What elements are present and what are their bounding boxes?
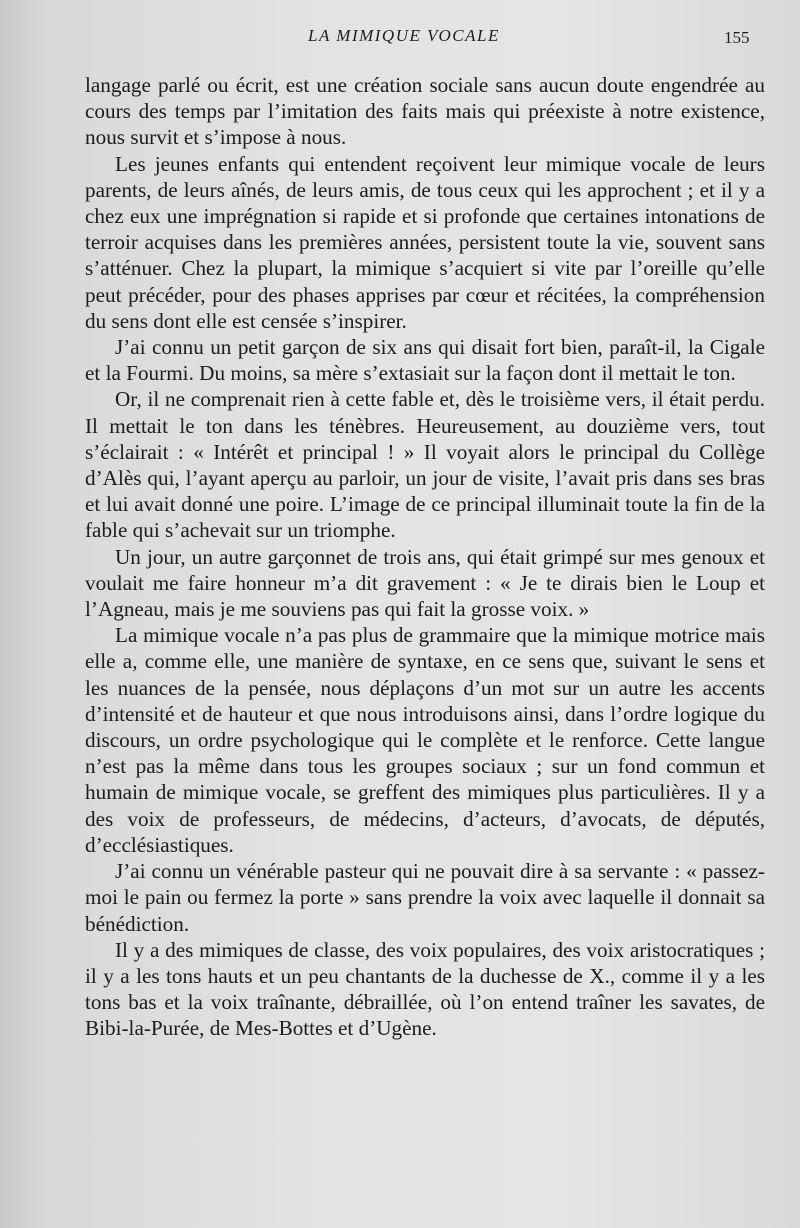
running-header: [0, 26, 800, 52]
paragraph: langage parlé ou écrit, est une création sociale sans aucun doute engendrée au cours des temps par l’imitation des faits mais qui préexiste à notre existence, nous survit et s’impose à nous.: [85, 73, 765, 150]
running-title: LA MIMIQUE VOCALE: [308, 26, 500, 45]
paragraph: La mimique vocale n’a pas plus de grammaire que la mimique motrice mais elle a, comme elle, une manière de syntaxe, en ce sens que, suivant le sens et les nuances de la pensée, nous déplaçons d’un mot sur un autre les accents d’intensité et de hauteur et que nous introduisons ainsi, dans l’ordre logique du discours, un ordre psychologique qui le complète et le renforce. Cette langue n’est pas la même dans tous les groupes sociaux ; sur un fond commun et humain de mimique vocale, se greffent des mimiques plus particulières. Il y a des voix de professeurs, de médecins, d’acteurs, d’avocats, de députés, d’ecclésiastiques.: [85, 623, 765, 857]
body-text: [85, 72, 765, 1042]
page-number: 155: [724, 28, 750, 47]
paragraph: J’ai connu un vénérable pasteur qui ne pouvait dire à sa servante : « passez-moi le pain ou fermez la porte » sans prendre la voix avec laquelle il donnait sa bénédiction.: [85, 859, 765, 936]
paragraph: Les jeunes enfants qui entendent reçoivent leur mimique vocale de leurs parents, de leurs aînés, de leurs amis, de tous ceux qui les approchent ; et il y a chez eux une imprégnation si rapide et si profonde que certaines intonations de terroir acquises dans les premières années, persistent toute la vie, souvent sans s’atténuer. Chez la plupart, la mimique s’acquiert si vite par l’oreille qu’elle peut précéder, pour des phases apprises par cœur et récitées, la compréhension du sens dont elle est censée s’inspirer.: [85, 151, 765, 333]
paragraph: Il y a des mimiques de classe, des voix populaires, des voix aristocratiques ; il y a les tons hauts et un peu chantants de la duchesse de X., comme il y a les tons bas et la voix traînante, débraillée, où l’on entend traîner les savates, de Bibi-la-Purée, de Mes-Bottes et d’Ugène.: [85, 937, 765, 1041]
paragraph: J’ai connu un petit garçon de six ans qui disait fort bien, paraît-il, la Cigale et la Fourmi. Du moins, sa mère s’extasiait sur la façon dont il mettait le ton.: [85, 335, 765, 386]
paragraph: Or, il ne comprenait rien à cette fable et, dès le troisième vers, il était perdu. Il mettait le ton dans les ténèbres. Heureusement, au douzième vers, tout s’éclairait : « Intérêt et principal ! » Il voyait alors le principal du Collège d’Alès qui, l’ayant aperçu au parloir, un jour de visite, l’avait pris dans ses bras et lui avait donné une poire. L’image de ce principal illuminait toute la fin de la fable qui s’achevait sur un triomphe.: [85, 387, 765, 543]
paragraph: Un jour, un autre garçonnet de trois ans, qui était grimpé sur mes genoux et voulait me faire honneur m’a dit gravement : « Je te dirais bien le Loup et l’Agneau, mais je me souviens pas qui fait la grosse voix. »: [85, 544, 765, 622]
